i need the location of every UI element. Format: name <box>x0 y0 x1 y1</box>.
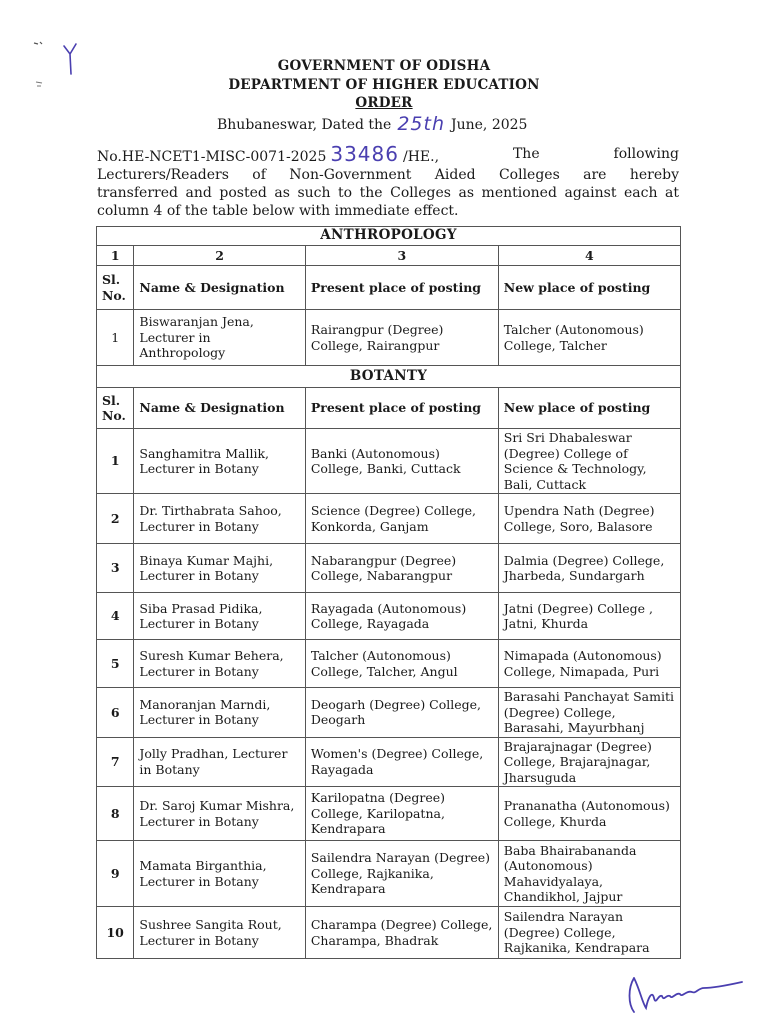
row-new-posting: Brajarajnagar (Degree) College, Brajarajnagar, Jharsuguda <box>498 737 680 787</box>
table-row <box>97 907 681 959</box>
row-present-posting: Banki (Autonomous) College, Banki, Cuttack <box>305 429 498 494</box>
row-name: Biswaranjan Jena, Lecturer in Anthropology <box>134 310 305 366</box>
table-row <box>97 429 681 494</box>
header-present-posting: Present place of posting <box>305 388 498 429</box>
row-sl: 1 <box>97 310 134 366</box>
table-row <box>97 688 681 738</box>
order-title: ORDER <box>355 95 413 111</box>
row-name: Jolly Pradhan, Lecturer in Botany <box>134 737 305 787</box>
section-title-botany: BOTANTY <box>97 366 681 388</box>
row-name: Suresh Kumar Behera, Lecturer in Botany <box>134 640 305 688</box>
department-title: DEPARTMENT OF HIGHER EDUCATION <box>228 77 540 93</box>
row-new-posting: Barasahi Panchayat Samiti (Degree) College, Barasahi, Mayurbhanj <box>498 688 680 738</box>
intro-word-following: following <box>613 146 679 162</box>
reference-handwritten-number: 33486 <box>330 142 399 166</box>
row-sl: 7 <box>97 737 134 787</box>
intro-line-3: transferred and posted as such to the Colleges as mentioned against each at <box>97 185 679 201</box>
row-sl: 1 <box>97 429 134 494</box>
reference-number: No.HE-NCET1-MISC-0071-2025 <box>97 149 327 165</box>
order-intro-paragraph <box>97 142 679 220</box>
table-row <box>97 841 681 907</box>
row-name: Siba Prasad Pidika, Lecturer in Botany <box>134 593 305 640</box>
row-new-posting: Upendra Nath (Degree) College, Soro, Balasore <box>498 494 680 544</box>
row-name: Manoranjan Marndi, Lecturer in Botany <box>134 688 305 738</box>
row-present-posting: Science (Degree) College, Konkorda, Ganjam <box>305 494 498 544</box>
row-sl: 8 <box>97 787 134 841</box>
row-name: Sushree Sangita Rout, Lecturer in Botany <box>134 907 305 959</box>
row-sl: 2 <box>97 494 134 544</box>
row-sl: 6 <box>97 688 134 738</box>
dated-day-handwritten: 25th <box>397 113 445 135</box>
intro-line-2: Lecturers/Readers of Non-Government Aided Colleges are hereby <box>97 167 679 183</box>
government-title: GOVERNMENT OF ODISHA <box>277 58 491 74</box>
signature-icon <box>620 968 750 1018</box>
transfer-table <box>96 226 681 959</box>
header-new-posting: New place of posting <box>498 266 680 310</box>
header-name-designation: Name & Designation <box>134 388 305 429</box>
table-row <box>97 737 681 787</box>
header-sl-no: Sl. No. <box>97 388 134 429</box>
row-sl: 3 <box>97 544 134 593</box>
dated-suffix: June, 2025 <box>451 117 528 133</box>
row-present-posting: Rairangpur (Degree) College, Rairangpur <box>305 310 498 366</box>
table-row <box>97 593 681 640</box>
header-name-designation: Name & Designation <box>134 266 305 310</box>
row-present-posting: Talcher (Autonomous) College, Talcher, Angul <box>305 640 498 688</box>
row-present-posting: Karilopatna (Degree) College, Karilopatna, Kendrapara <box>305 787 498 841</box>
column-number: 2 <box>134 246 305 266</box>
table-row <box>97 544 681 593</box>
row-new-posting: Dalmia (Degree) College, Jharbeda, Sundargarh <box>498 544 680 593</box>
row-sl: 10 <box>97 907 134 959</box>
header-sl-no: Sl. No. <box>97 266 134 310</box>
column-number: 1 <box>97 246 134 266</box>
row-name: Sanghamitra Mallik, Lecturer in Botany <box>134 429 305 494</box>
row-present-posting: Rayagada (Autonomous) College, Rayagada <box>305 593 498 640</box>
header-new-posting: New place of posting <box>498 388 680 429</box>
row-present-posting: Sailendra Narayan (Degree) College, Rajkanika, Kendrapara <box>305 841 498 907</box>
intro-line-4: column 4 of the table below with immediate effect. <box>97 203 459 219</box>
section-title-anthropology: ANTHROPOLOGY <box>97 227 681 246</box>
row-new-posting: Sailendra Narayan (Degree) College, Rajkanika, Kendrapara <box>498 907 680 959</box>
row-name: Dr. Tirthabrata Sahoo, Lecturer in Botany <box>134 494 305 544</box>
row-present-posting: Charampa (Degree) College, Charampa, Bhadrak <box>305 907 498 959</box>
row-new-posting: Sri Sri Dhabaleswar (Degree) College of Science & Technology, Bali, Cuttack <box>498 429 680 494</box>
dated-line <box>217 112 527 134</box>
row-present-posting: Women's (Degree) College, Rayagada <box>305 737 498 787</box>
row-new-posting: Nimapada (Autonomous) College, Nimapada, Puri <box>498 640 680 688</box>
row-name: Binaya Kumar Majhi, Lecturer in Botany <box>134 544 305 593</box>
table-row <box>97 310 681 366</box>
table-row <box>97 640 681 688</box>
dated-prefix: Bhubaneswar, Dated the <box>217 117 392 133</box>
row-name: Dr. Saroj Kumar Mishra, Lecturer in Botany <box>134 787 305 841</box>
row-sl: 9 <box>97 841 134 907</box>
column-number: 3 <box>305 246 498 266</box>
row-sl: 5 <box>97 640 134 688</box>
row-present-posting: Deogarh (Degree) College, Deogarh <box>305 688 498 738</box>
table-row <box>97 787 681 841</box>
row-new-posting: Baba Bhairabananda (Autonomous) Mahavidyalaya, Chandikhol, Jajpur <box>498 841 680 907</box>
row-new-posting: Talcher (Autonomous) College, Talcher <box>498 310 680 366</box>
reference-suffix: /HE., <box>402 149 440 165</box>
row-new-posting: Prananatha (Autonomous) College, Khurda <box>498 787 680 841</box>
row-new-posting: Jatni (Degree) College , Jatni, Khurda <box>498 593 680 640</box>
row-name: Mamata Birganthia, Lecturer in Botany <box>134 841 305 907</box>
intro-word-the: The <box>512 146 540 162</box>
row-sl: 4 <box>97 593 134 640</box>
row-present-posting: Nabarangpur (Degree) College, Nabarangpur <box>305 544 498 593</box>
table-row <box>97 494 681 544</box>
column-number: 4 <box>498 246 680 266</box>
header-present-posting: Present place of posting <box>305 266 498 310</box>
